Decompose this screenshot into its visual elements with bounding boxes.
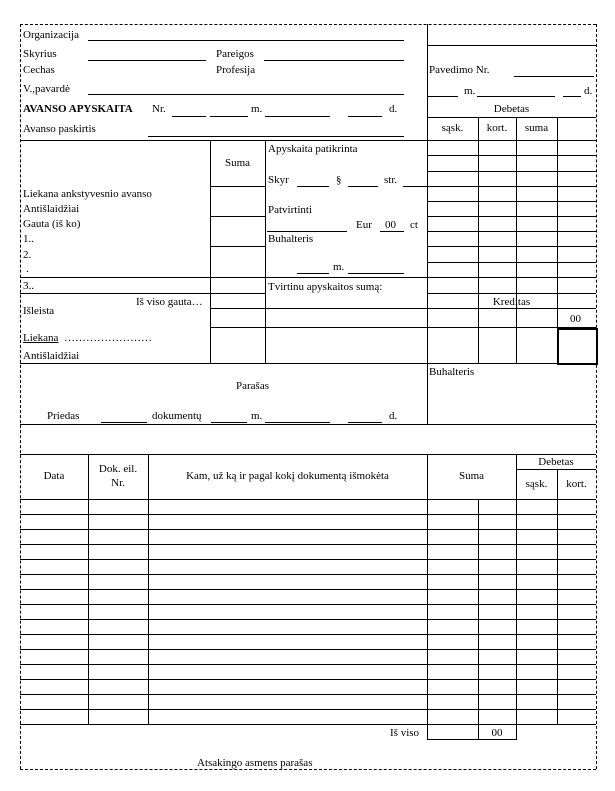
form-title: AVANSO APYSKAITA: [23, 103, 133, 115]
label-row-2: 2.: [23, 249, 32, 261]
label-skyrius: Skyrius: [23, 48, 57, 60]
header-sask-top: sąsk.: [441, 122, 464, 134]
label-parasas: Parašas: [236, 380, 269, 392]
table-header-dok-eil: Dok. eil.: [98, 463, 138, 475]
table-header-sask: sąsk.: [525, 478, 548, 490]
outer-border-right: [596, 24, 597, 769]
label-vardas-pavarde: V.,pavardė: [23, 83, 70, 95]
label-title-nr: Nr.: [152, 103, 166, 115]
table-header-data: Data: [43, 470, 65, 482]
label-skyr: Skyr: [268, 174, 289, 186]
table-header-kam: Kam, už ką ir pagal kokį dokumentą išmokėta: [186, 470, 389, 482]
label-row-2b: .: [26, 263, 29, 275]
label-row-1: 1..: [23, 233, 34, 245]
header-kort-top: kort.: [486, 122, 508, 134]
table-header-nr: Nr.: [111, 477, 125, 489]
label-str: str.: [384, 174, 398, 186]
label-ct: ct: [410, 219, 418, 231]
outer-border-left: [20, 24, 21, 769]
value-is-viso-00: 00: [491, 727, 503, 739]
label-eur: Eur: [356, 219, 372, 231]
label-row-3: 3..: [23, 280, 34, 292]
label-paragraph: §: [336, 174, 342, 186]
label-priedas-m: m.: [251, 410, 263, 422]
label-antislaidziai-2: Antišlaidžiai: [23, 350, 80, 362]
label-liekana-dots: ……………………: [64, 332, 152, 344]
label-title-d: d.: [389, 103, 398, 115]
label-is-viso-gauta: Iš viso gauta…: [136, 296, 203, 308]
label-pavedimo-nr: Pavedimo Nr.: [429, 64, 490, 76]
value-eur-cents: 00: [385, 219, 396, 231]
label-patvirtinti: Patvirtinti: [268, 204, 312, 216]
header-suma-top: suma: [524, 122, 549, 134]
label-isleista: Išleista: [23, 305, 55, 317]
label-tvirtinu: Tvirtinu apyskaitos sumą:: [268, 281, 383, 293]
label-debetas-top: Debetas: [493, 103, 530, 115]
label-liekana: Liekana: [23, 332, 59, 344]
label-kreditas: Kreditas: [492, 296, 531, 308]
table-header-suma: Suma: [458, 470, 485, 482]
label-dokumentu: dokumentų: [152, 410, 202, 422]
label-cechas: Cechas: [23, 64, 55, 76]
label-title-m: m.: [251, 103, 263, 115]
label-priedas-d: d.: [389, 410, 398, 422]
label-buhalteris: Buhalteris: [268, 233, 314, 245]
label-avanso-paskirtis: Avanso paskirtis: [23, 123, 96, 135]
label-is-viso: Iš viso: [390, 727, 420, 739]
label-organizacija: Organizacija: [23, 29, 79, 41]
value-kreditas-00: 00: [570, 313, 581, 325]
label-apyskaita-patikrinta: Apyskaita patikrinta: [268, 143, 358, 155]
label-buhalteris-2: Buhalteris: [429, 366, 475, 378]
label-gauta: Gauta (iš ko): [23, 218, 81, 230]
label-profesija: Profesija: [216, 64, 256, 76]
outer-border-bottom: [20, 769, 596, 770]
label-pavedimo-m: m.: [464, 85, 476, 97]
table-header-debetas: Debetas: [538, 456, 574, 468]
label-antislaidziai: Antišlaidžiai: [23, 203, 80, 215]
table-header-kort: kort.: [566, 478, 587, 490]
label-buhalteris-m: m.: [333, 261, 345, 273]
label-pavedimo-d: d.: [584, 85, 593, 97]
label-pareigos: Pareigos: [216, 48, 254, 60]
label-suma-middle: Suma: [224, 157, 251, 169]
label-priedas: Priedas: [47, 410, 80, 422]
outer-border-top: [20, 24, 596, 25]
label-liekana-ankstyvesnio: Liekana ankstyvesnio avanso: [23, 188, 152, 200]
label-atsakingo-asmens-parasas: Atsakingo asmens parašas: [197, 757, 313, 769]
